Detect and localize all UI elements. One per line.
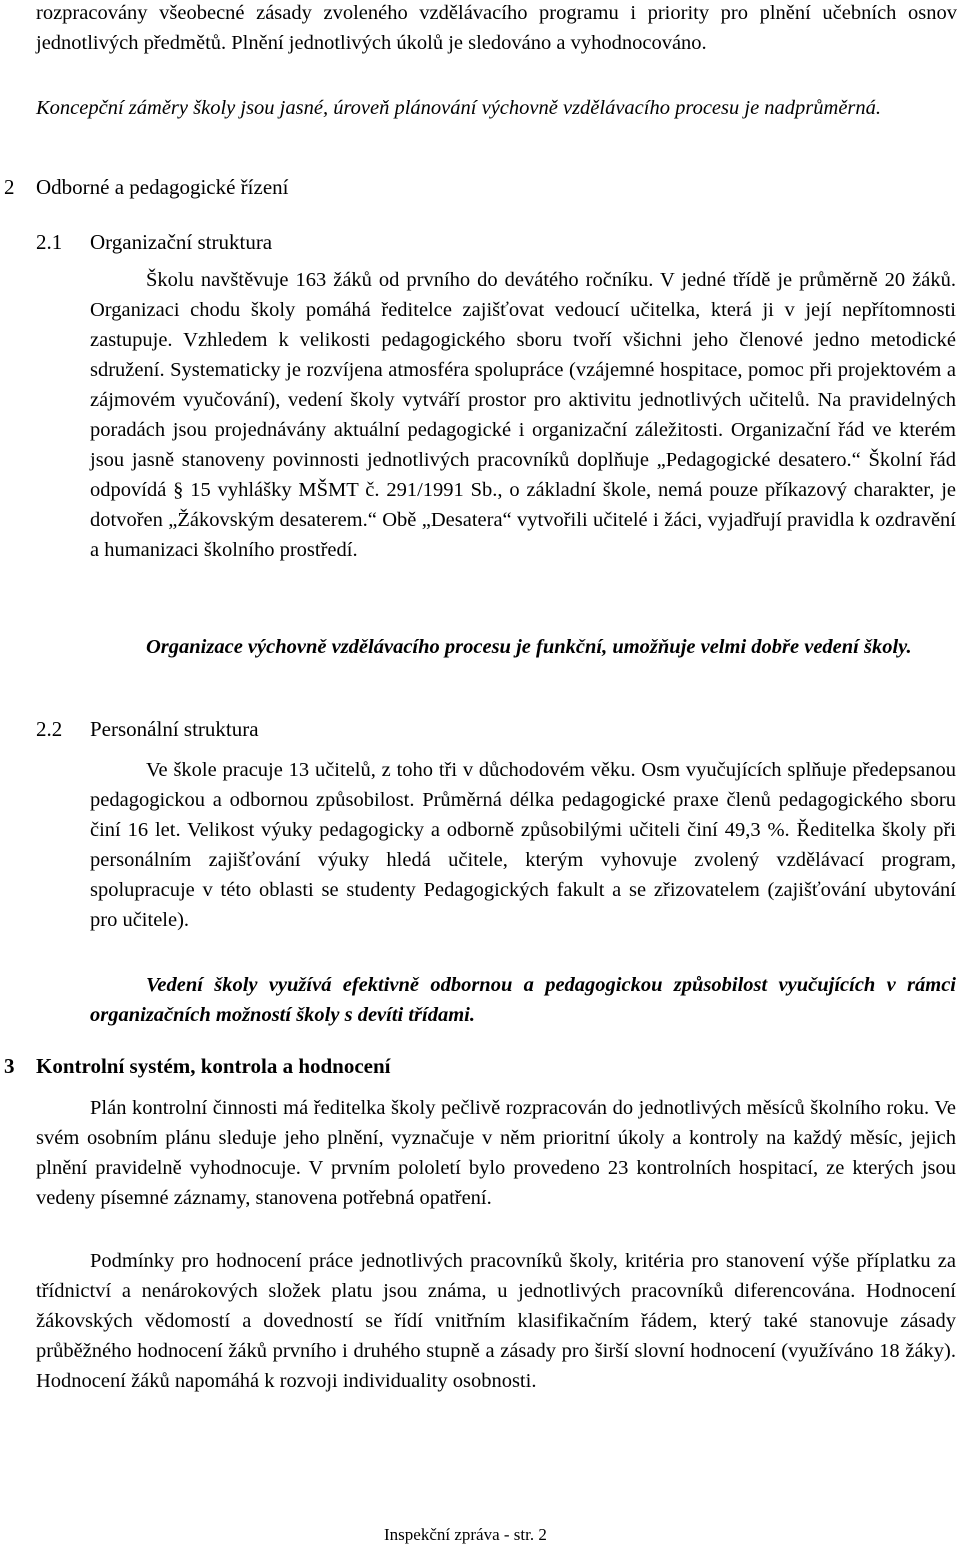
- section-2-heading: [4, 172, 288, 202]
- subsection-2-2-number: 2.2: [36, 717, 63, 741]
- section-3-paragraph-2: Podmínky pro hodnocení práce jednotlivých pracovníků školy, kritéria pro stanovení výše příplatku za třídnictví a nenárokových složek platu jsou známa, u jednotlivých pracovníků diferencována. Hodnocení žákovských vědomostí a dovedností se řídí vnitřním klasifikačním řádem, který také stanovuje zásady průběžného hodnocení žáků prvního i druhého stupně a zásady pro širší slovní hodnocení (využíváno 18 žáky). Hodnocení žáků napomáhá k rozvoji individuality osobnosti.: [36, 1250, 956, 1392]
- intro-conclusion: Koncepční záměry školy jsou jasné, úroveň plánování výchovně vzdělávacího procesu je nadprůměrná.: [36, 97, 882, 119]
- subsection-2-2-paragraph: Ve škole pracuje 13 učitelů, z toho tři v důchodovém věku. Osm vyučujících splňuje předepsanou pedagogickou a odbornou způsobilost. Průměrná délka pedagogické praxe členů pedagogického sboru činí 16 let. Velikost výuky pedagogicky a odborně způsobilými učiteli činí 49,3 %. Ředitelka školy při personálním zajišťování výuky hledá učitele, kterým vyhovuje zvolený vzdělávací program, spolupracuje v této oblasti se studenty Pedagogických fakult a se zřizovatelem (zajišťování ubytování pro učitele).: [90, 759, 956, 931]
- subsection-2-2-conclusion: Vedení školy využívá efektivně odbornou a pedagogickou způsobilost vyučujících v rámci organizačních možností školy s devíti třídami.: [90, 974, 956, 1026]
- section-3-title: Kontrolní systém, kontrola a hodnocení: [36, 1054, 391, 1078]
- section-2-title: Odborné a pedagogické řízení: [36, 175, 289, 199]
- subsection-2-2-title: Personální struktura: [90, 717, 259, 741]
- page-footer: Inspekční zpráva - str. 2: [384, 1525, 547, 1544]
- subsection-2-2-heading: [36, 714, 259, 744]
- subsection-2-1-conclusion: Organizace výchovně vzdělávacího procesu je funkční, umožňuje velmi dobře vedení školy.: [146, 636, 912, 658]
- section-2-number: 2: [4, 175, 15, 199]
- section-3-number: 3: [4, 1054, 15, 1078]
- section-3-paragraph-1: Plán kontrolní činnosti má ředitelka školy pečlivě rozpracován do jednotlivých měsíců školního roku. Ve svém osobním plánu sleduje jeho plnění, vyznačuje v něm prioritní úkoly a kontroly na každý měsíc, jejich plnění pravidelně vyhodnocuje. V prvním pololetí bylo provedeno 23 kontrolních hospitací, ze kterých jsou vedeny písemné záznamy, stanovena potřebná opatření.: [36, 1097, 956, 1209]
- subsection-2-1-paragraph: Školu navštěvuje 163 žáků od prvního do devátého ročníku. V jedné třídě je průměrně 20 žáků. Organizaci chodu školy pomáhá ředitelce zajišťovat vedoucí učitelka, která ji v její nepřítomnosti zastupuje. Vzhledem k velikosti pedagogického sboru tvoří všichni jeho členové jedno metodické sdružení. Systematicky je rozvíjena atmosféra spolupráce (vzájemné hospitace, pomoc při projektovém a zájmovém vyučování), vedení školy vytváří prostor pro aktivitu jednotlivých učitelů. Na pravidelných poradách jsou projednávány aktuální pedagogické i organizační záležitosti. Organizační řád ve kterém jsou jasně stanoveny povinnosti jednotlivých pracovníků doplňuje „Pedagogické desatero.“ Školní řád odpovídá § 15 vyhlášky MŠMT č. 291/1991 Sb., o základní škole, nemá pouze příkazový charakter, je dotvořen „Žákovským desaterem.“ Obě „Desatera“ vytvořili učitelé i žáci, vyjadřují pravidla k ozdravění a humanizaci školního prostředí.: [90, 269, 956, 561]
- subsection-2-1-heading: [36, 227, 272, 257]
- subsection-2-1-title: Organizační struktura: [90, 230, 273, 254]
- section-3-heading: [4, 1051, 391, 1081]
- subsection-2-1-number: 2.1: [36, 230, 63, 254]
- intro-paragraph: rozpracovány všeobecné zásady zvoleného vzdělávacího programu i priority pro plnění učebních osnov jednotlivých předmětů. Plnění jednotlivých úkolů je sledováno a vyhodnocováno.: [36, 2, 957, 54]
